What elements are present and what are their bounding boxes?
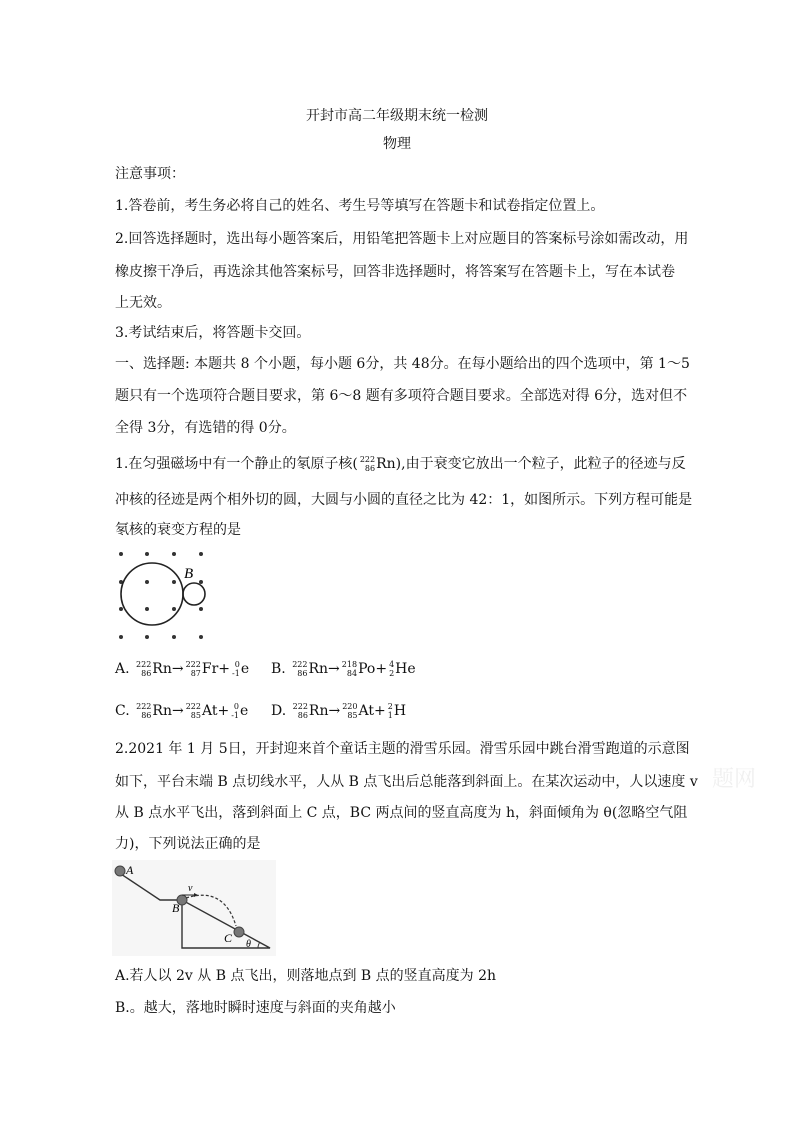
option-c[interactable]: C. 222 86 Rn→ 222 85 At+ 0 -1 e <box>115 702 249 720</box>
q1-line-3: 氡核的衰变方程的是 <box>115 522 241 538</box>
option-d[interactable]: D. 222 86 Rn→ 220 85 At+ 2 1 H <box>271 702 407 720</box>
note-item-2-line-3: 上无效。 <box>115 295 171 311</box>
exam-title: 开封市高二年级期末统一检测 <box>306 108 488 124</box>
theta-label: θ <box>246 939 251 950</box>
option-a[interactable]: A. 222 86 Rn→ 222 87 Fr+ 0 -1 e <box>115 660 250 678</box>
q1-text-a: 1.在匀强磁场中有一个静止的氡原子核( <box>115 456 358 472</box>
q2-option-b[interactable]: B.。越大，落地时瞬时速度与斜面的夹角越小 <box>115 1000 396 1016</box>
point-a-label: A <box>126 863 134 877</box>
magnetic-field-figure <box>112 548 214 644</box>
point-c-label: C <box>224 931 233 945</box>
q2-option-a[interactable]: A.若人以 2v 从 B 点飞出，则落地点到 B 点的竖直高度为 2h <box>115 968 497 984</box>
large-track-circle <box>121 563 183 625</box>
q1-option-d-wrap <box>271 701 406 721</box>
point-b-label: B <box>172 901 180 915</box>
note-item-1: 1.答卷前，考生务必将自己的姓名、考生号等填写在答题卡和试卷指定位置上。 <box>115 198 605 214</box>
nuclide-numbers: 222 86 <box>359 455 376 473</box>
point-b-label: B <box>184 566 194 582</box>
q2-line-2: 如下，平台末端 B 点切线水平，人从 B 点飞出后总能落到斜面上。在某次运动中，人以速度 v <box>115 774 698 790</box>
q1-line-1 <box>115 454 686 474</box>
option-b[interactable]: B. 222 86 Rn→ 218 84 Po+ 4 2 He <box>271 660 416 678</box>
ski-jump-figure <box>112 860 276 956</box>
small-track-circle <box>183 583 205 605</box>
q2-line-3: 从 B 点水平飞出，落到斜面上 C 点，BC 两点间的竖直高度为 h，斜面倾角为 θ(忽略空气阻 <box>115 805 688 821</box>
skier-a <box>115 866 125 876</box>
q2-line-1: 2.2021 年 1 月 5日，开封迎来首个童话主题的滑雪乐园。滑雪乐园中跳台滑雪跑道的示意图 <box>115 741 690 757</box>
exam-subject: 物理 <box>383 136 411 152</box>
q1-options-row-1 <box>115 659 249 679</box>
q2-line-4: 力)，下列说法正确的是 <box>115 836 261 852</box>
q1-options-row-2 <box>115 701 248 721</box>
note-item-2-line-2: 橡皮擦干净后，再选涂其他答案标号，回答非选择题时，将答案写在答题卡上，写在本试卷 <box>115 264 675 280</box>
notes-heading: 注意事项： <box>115 166 185 182</box>
section1-line-3: 全得 3分，有选错的得 0分。 <box>115 420 296 436</box>
q1-line-2: 冲核的径迹是两个相外切的圆，大圆与小圆的直径之比为 42：1，如图所示。下列方程可能是 <box>115 492 693 508</box>
skier-c <box>234 927 244 937</box>
watermark: 题网 <box>712 767 757 792</box>
velocity-label: v <box>188 883 193 894</box>
nuclide-symbol: Rn <box>376 456 396 472</box>
note-item-3: 3.考试结束后，将答题卡交回。 <box>115 325 311 341</box>
section1-line-1: 一、选择题: 本题共 8 个小题，每小题 6分，共 48分。在每小题给出的四个选项中，第 1～5 <box>115 356 690 372</box>
note-item-2-line-1: 2.回答选择题时，选出每小题答案后，用铅笔把答题卡上对应题目的答案标号涂如需改动，用 <box>115 231 689 247</box>
section1-line-2: 题只有一个选项符合题目要求，第 6～8 题有多项符合题目要求。全部选对得 6分，选对但不 <box>115 388 688 404</box>
q1-option-b-wrap <box>271 659 416 679</box>
q1-text-b: ),由于衰变它放出一个粒子，此粒子的径迹与反 <box>395 456 686 472</box>
